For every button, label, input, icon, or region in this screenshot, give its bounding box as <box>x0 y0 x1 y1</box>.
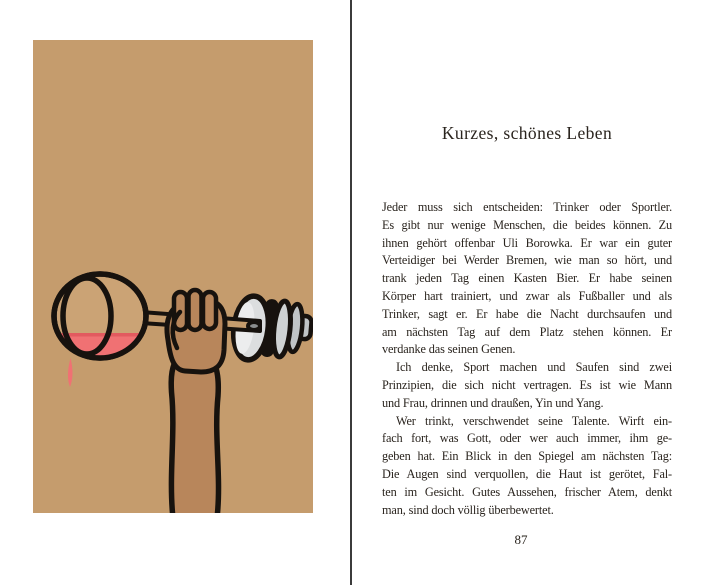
text-line: Prinzipien, die sich nicht vertragen. Es ist wie Mann <box>382 377 672 392</box>
text-line: Verteidiger bei Werder Bremen, wie man so hört, und <box>382 253 672 268</box>
body-text <box>382 199 672 519</box>
text-line: verdanke das seinen Genen. <box>382 342 516 357</box>
text-line: Wer trinkt, verschwendet seine Talente. Wirft ein- <box>396 413 672 428</box>
text-line: fach fort, was Gott, oder wer auch immer, ihm ge- <box>382 431 672 446</box>
hand-icon <box>167 290 225 372</box>
text-line: ihnen gehört offenbar Uli Borowka. Er war ein guter <box>382 235 672 250</box>
page-number: 87 <box>514 532 528 547</box>
arm <box>171 352 219 513</box>
text-line: ten im Gesicht. Gutes Aussehen, frischer Atem, denkt <box>382 484 672 499</box>
chapter-title: Kurzes, schönes Leben <box>441 123 613 143</box>
text-line: am nächsten Tag auf dem Platz stehen können. Er <box>382 324 672 339</box>
illustration-canvas <box>33 40 313 513</box>
text-line: Jeder muss sich entscheiden: Trinker oder Sportler. <box>382 200 672 214</box>
text-line: Trinker, sagt er. Er habe die Nacht durchsaufen und <box>382 306 672 321</box>
text-line: und Frau, drinnen und draußen, Yin und Yang. <box>382 395 604 410</box>
text-line: Die Augen sind verquollen, die Haut ist gerötet, Fal- <box>382 466 672 481</box>
text-line: geben hat. Ein Blick in den Spiegel am nächsten Tag: <box>382 449 672 464</box>
dumbbell-wineglass-illustration <box>33 40 313 513</box>
text-line: Es gibt nur wenige Menschen, die beides können. Zu <box>382 217 672 232</box>
text-line: Ich denke, Sport machen und Saufen sind zwei <box>396 360 672 375</box>
page-fold-divider <box>350 0 352 585</box>
text-line: Körper hart trainiert, und zwar als Fußballer und als <box>382 288 672 303</box>
text-line: man, sind doch völlig überbewertet. <box>382 502 554 517</box>
wine-glass-icon <box>51 274 149 360</box>
text-line: trank jeden Tag einen Kasten Bier. Er habe seinen <box>382 271 672 286</box>
